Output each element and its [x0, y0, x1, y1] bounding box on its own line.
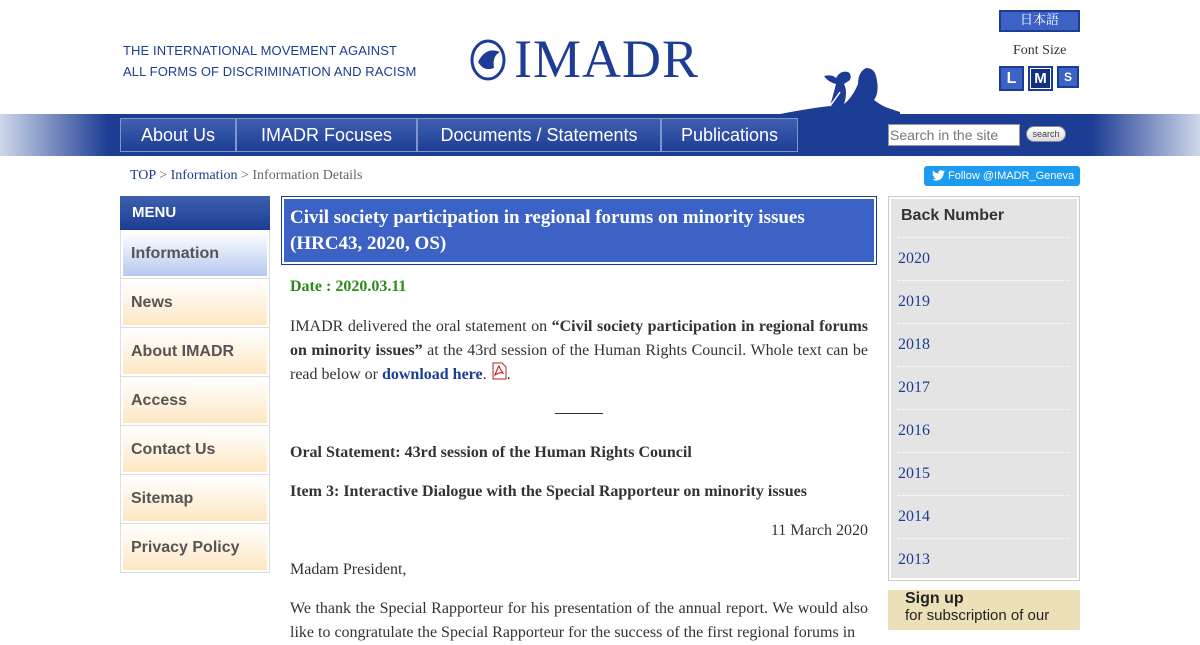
- nav-publications[interactable]: Publications: [661, 118, 798, 152]
- year-link-2019[interactable]: 2019: [898, 280, 1070, 323]
- back-number-title: Back Number: [901, 207, 1005, 224]
- breadcrumb-separator: >: [159, 168, 168, 183]
- twitter-bird-icon: [932, 170, 945, 181]
- article: [281, 196, 877, 641]
- menu-heading: MENU: [120, 196, 270, 230]
- year-link-2020[interactable]: 2020: [898, 237, 1070, 280]
- intro-punctuation: .: [482, 366, 487, 383]
- search-button[interactable]: search: [1026, 126, 1066, 142]
- menu-item-label: Information: [123, 232, 267, 276]
- intro-bold-title: “Civil society participation in regional forums on minority issues”: [290, 318, 869, 359]
- newsletter-signup-banner[interactable]: [888, 590, 1080, 630]
- tagline-line2: ALL FORMS OF DISCRIMINATION AND RACISM: [123, 64, 417, 79]
- site-search-input[interactable]: Search in the site: [888, 124, 1020, 146]
- menu-item-label: Contact Us: [123, 428, 267, 472]
- nav-about-us[interactable]: About Us: [120, 118, 236, 152]
- font-size-small-button[interactable]: S: [1057, 66, 1079, 88]
- intro-text: IMADR delivered the oral statement on: [290, 318, 552, 335]
- birds-illustration-icon: [770, 62, 900, 116]
- signup-line1: Sign up: [905, 590, 964, 607]
- menu-item-sitemap[interactable]: [120, 475, 270, 524]
- back-number-panel: [888, 196, 1080, 581]
- article-date: Date : 2020.03.11: [290, 278, 407, 295]
- font-size-medium-button[interactable]: M: [1028, 66, 1053, 91]
- menu-item-information[interactable]: [120, 230, 270, 279]
- article-title: Civil society participation in regional forums on minority issues (HRC43, 2020, OS): [281, 196, 877, 265]
- breadcrumb-current: Information Details: [252, 168, 363, 183]
- menu-item-label: Privacy Policy: [123, 526, 267, 570]
- intro-text: at the 43rd session of the Human Rights Council. Whole text can be read below or: [290, 342, 869, 383]
- font-size-label: Font Size: [1013, 43, 1067, 58]
- year-link-2013[interactable]: 2013: [898, 538, 1070, 581]
- site-tagline: [123, 40, 416, 82]
- side-menu: [120, 230, 270, 573]
- breadcrumb-separator: >: [240, 168, 249, 183]
- breadcrumb: [130, 168, 362, 184]
- nav-imadr-focuses[interactable]: IMADR Focuses: [236, 118, 417, 152]
- menu-item-contact-us[interactable]: [120, 426, 270, 475]
- year-link-2015[interactable]: 2015: [898, 452, 1070, 495]
- year-link-2016[interactable]: 2016: [898, 409, 1070, 452]
- intro-punctuation: .: [506, 366, 511, 383]
- menu-item-label: Sitemap: [123, 477, 267, 521]
- article-body-paragraph: We thank the Special Rapporteur for his presentation of the annual report. We would also like to congratulate the Special Rapporteur for the success of the first regional forums in: [290, 600, 868, 641]
- pdf-icon[interactable]: [491, 363, 507, 379]
- year-link-2017[interactable]: 2017: [898, 366, 1070, 409]
- menu-item-privacy-policy[interactable]: [120, 524, 270, 573]
- menu-item-label: News: [123, 281, 267, 325]
- nav-documents-statements[interactable]: Documents / Statements: [417, 118, 661, 152]
- logo-emblem-icon: [470, 38, 510, 82]
- site-header: [0, 0, 1200, 114]
- statement-heading: Oral Statement: 43rd session of the Human Rights Council: [290, 444, 692, 461]
- statement-date: 11 March 2020: [770, 522, 868, 539]
- menu-item-label: About IMADR: [123, 330, 267, 374]
- main-navigation: [0, 114, 1200, 156]
- twitter-follow-button[interactable]: [924, 166, 1080, 186]
- breadcrumb-top-link[interactable]: TOP: [130, 168, 156, 183]
- site-logo[interactable]: [468, 28, 700, 90]
- signup-line2: for subscription of our: [905, 607, 1050, 624]
- font-size-large-button[interactable]: L: [999, 66, 1024, 91]
- menu-item-label: Access: [123, 379, 267, 423]
- menu-item-about-imadr[interactable]: [120, 328, 270, 377]
- logo-wordmark: IMADR: [514, 29, 700, 89]
- japanese-language-button[interactable]: 日本語: [999, 10, 1080, 32]
- year-link-2014[interactable]: 2014: [898, 495, 1070, 538]
- twitter-follow-label: Follow @IMADR_Geneva: [948, 170, 1075, 182]
- statement-item-heading: Item 3: Interactive Dialogue with the Special Rapporteur on minority issues: [290, 483, 807, 500]
- menu-item-access[interactable]: [120, 377, 270, 426]
- salutation: Madam President,: [290, 561, 407, 578]
- download-link[interactable]: download here: [381, 366, 483, 383]
- tagline-line1: THE INTERNATIONAL MOVEMENT AGAINST: [123, 43, 398, 58]
- breadcrumb-information-link[interactable]: Information: [170, 168, 238, 183]
- menu-item-news[interactable]: [120, 279, 270, 328]
- year-link-2018[interactable]: 2018: [898, 323, 1070, 366]
- section-divider: [555, 413, 603, 414]
- article-intro: [290, 315, 868, 387]
